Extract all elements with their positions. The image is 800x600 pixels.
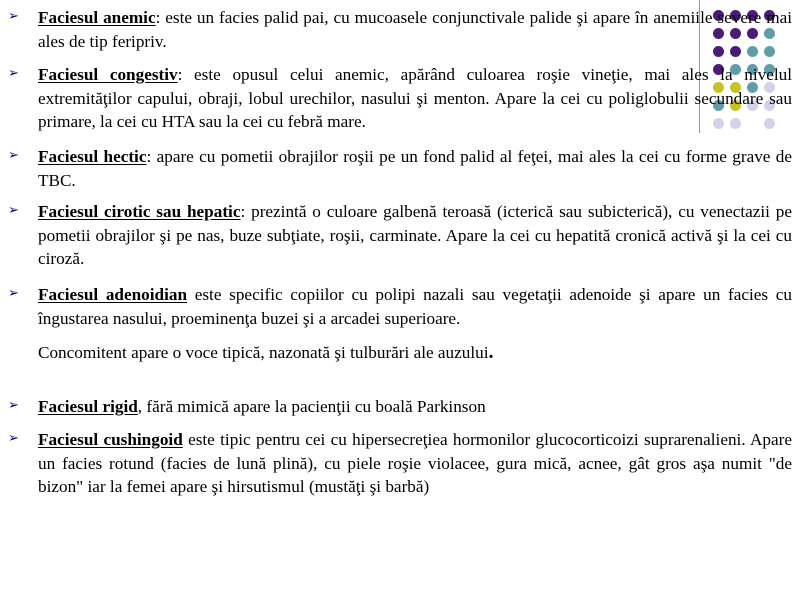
term-label: Faciesul adenoidian <box>38 285 188 304</box>
list-item-text <box>38 428 792 499</box>
description: : prezintă o culoare galbenă teroasă (icterică sau subicterică), cu venectazii pe pometii obrajilor şi pe nas, buze subţiate, roşii, carminate. Apare la cei cu hepatită cronică activă şi la cei cu ciroză. <box>38 202 792 268</box>
term-label: Faciesul hectic <box>38 147 147 166</box>
list-item-text <box>38 145 792 192</box>
bullet-arrow-icon: ➢ <box>8 66 19 81</box>
bullet-arrow-icon: ➢ <box>8 203 19 218</box>
description-continuation <box>38 341 792 365</box>
bullet-arrow-icon: ➢ <box>8 9 19 24</box>
term-label: Faciesul rigid <box>38 397 138 416</box>
list-item-text <box>38 200 792 271</box>
list-item-text <box>38 395 792 419</box>
bullet-arrow-icon: ➢ <box>8 431 19 446</box>
term-label: Faciesul cushingoid <box>38 430 183 449</box>
bullet-arrow-icon: ➢ <box>8 148 19 163</box>
description: : este un facies palid pai, cu mucoasele conjunctivale palide şi apare în anemiile severe mai ales de tip feripriv. <box>38 8 792 51</box>
description: : apare cu pometii obrajilor roşii pe un fond palid al feţei, mai ales la cei cu forme grave de TBC. <box>38 147 793 190</box>
bullet-arrow-icon: ➢ <box>8 398 19 413</box>
continuation-period: . <box>488 341 494 363</box>
term-label: Faciesul anemic <box>38 8 156 27</box>
list-item-text <box>38 283 792 365</box>
list-item-text <box>38 63 792 134</box>
term-label: Faciesul cirotic sau hepatic <box>38 202 241 221</box>
list-item-text <box>38 6 792 53</box>
bullet-arrow-icon: ➢ <box>8 286 19 301</box>
description: este tipic pentru cei cu hipersecreţiea hormonilor glucocorticoizi suprarenalieni. Apare un facies rotund (facies de lună plină), cu piele roşie violacee, gura mică, acnee, gât gros aşa numit "de bizon" iar la femei apare şi hirsutismul (mustăţi şi barbă) <box>38 430 792 496</box>
term-label: Faciesul congestiv <box>38 65 178 84</box>
description: , fără mimică apare la pacienţii cu boală Parkinson <box>137 397 486 416</box>
continuation-text: Concomitent apare o voce tipică, nazonată şi tulburări ale auzului <box>38 343 489 362</box>
description: : este opusul celui anemic, apărând culoarea roşie vineţie, mai ales la nivelul extremităţilor capului, obraji, lobul urechilor, nasului şi menton. Apare la cei cu poliglobulii secundare sau primare, la cei cu HTA sau la cei cu febră mare. <box>38 65 792 131</box>
description: este specific copiilor cu polipi nazali sau vegetaţii adenoide şi apare un facies cu îngustarea nasului, proeminenţa buzei şi a arcadei superioare. <box>38 285 792 328</box>
